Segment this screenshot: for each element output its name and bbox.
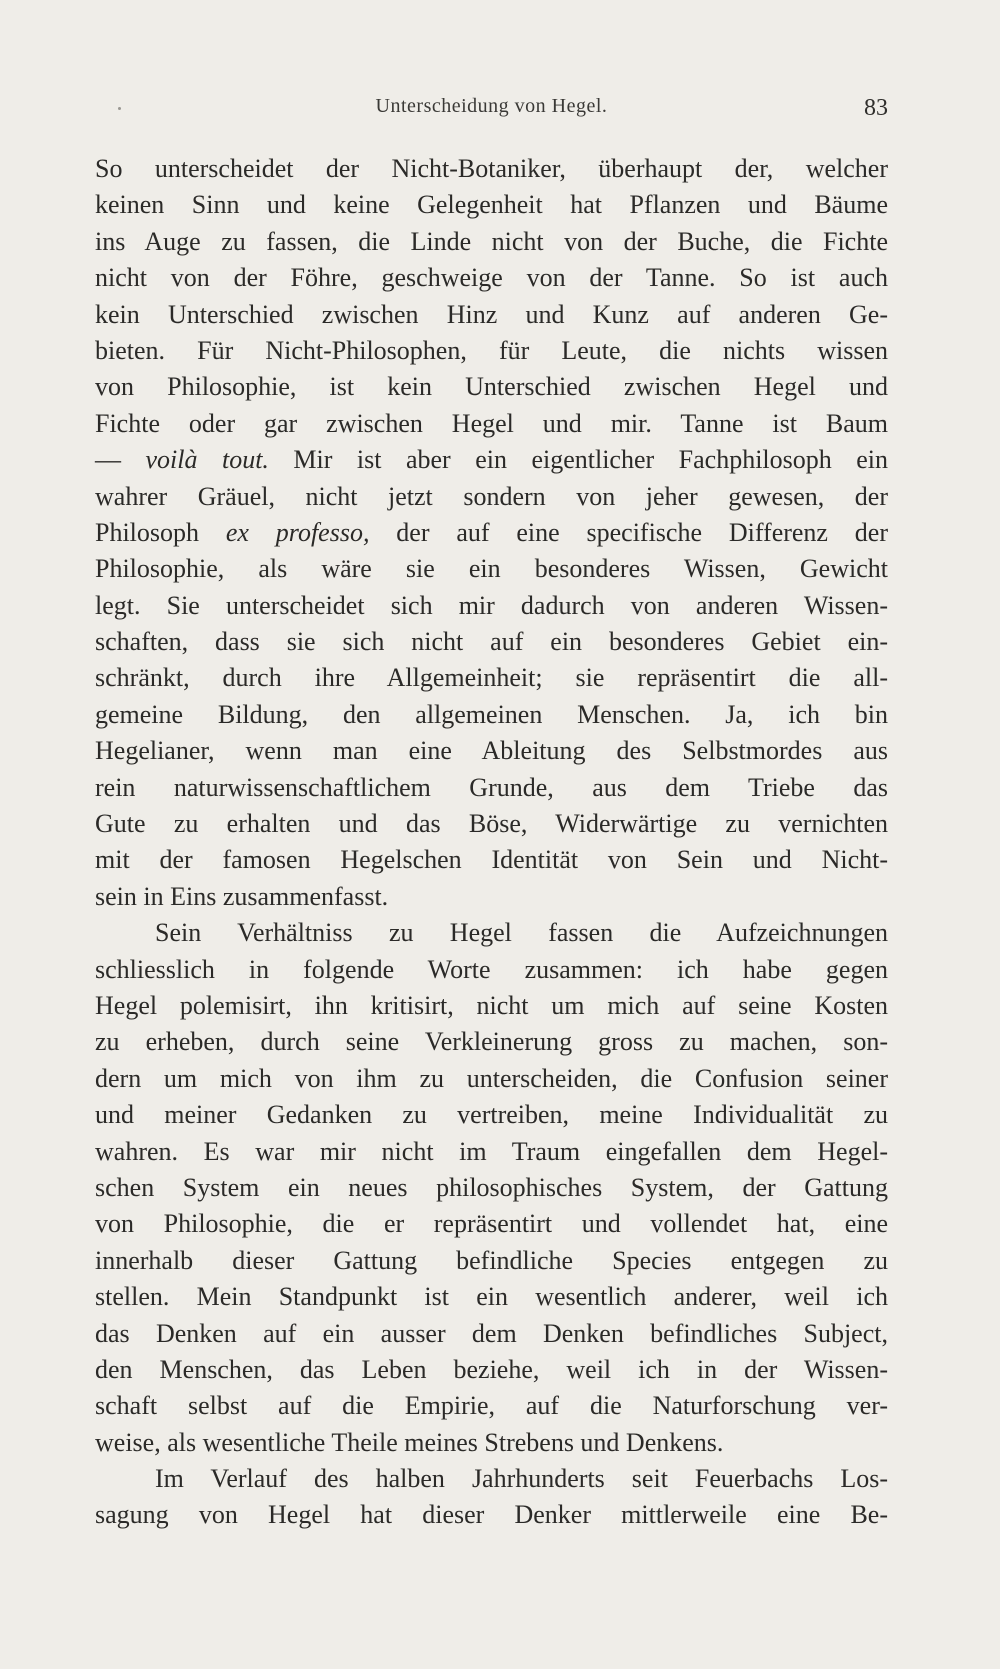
text-line [95, 442, 888, 478]
text-line: zu erheben, durch seine Verkleinerung gross zu machen, son- [95, 1027, 888, 1057]
text-line: ins Auge zu fassen, die Linde nicht von der Buche, die Fichte [95, 226, 888, 256]
text-segment: der auf eine specifische Differenz der [369, 517, 889, 547]
text-line [95, 515, 888, 551]
text-line: Fichte oder gar zwischen Hegel und mir. Tanne ist Baum [95, 408, 888, 438]
text-line: Philosophie, als wäre sie ein besonderes Wissen, Gewicht [95, 554, 888, 584]
text-line: schränkt, durch ihre Allgemeinheit; sie repräsentirt die all- [95, 663, 888, 693]
text-line: Sein Verhältniss zu Hegel fassen die Aufzeichnungen [155, 918, 888, 948]
text-line: sein in Eins zusammenfasst. [95, 881, 389, 911]
text-line: Hegel polemisirt, ihn kritisirt, nicht um mich auf seine Kosten [95, 990, 888, 1020]
text-line: dern um mich von ihm zu unterscheiden, die Confusion seiner [95, 1063, 888, 1093]
page-number: 83 [864, 95, 888, 121]
text-segment: Philosoph [95, 517, 226, 547]
text-line: stellen. Mein Standpunkt ist ein wesentlich anderer, weil ich [95, 1282, 888, 1312]
text-line: Hegelianer, wenn man eine Ableitung des Selbstmordes aus [95, 736, 888, 766]
text-line: sagung von Hegel hat dieser Denker mittlerweile eine Be- [95, 1500, 888, 1530]
text-line: von Philosophie, die er repräsentirt und vollendet hat, eine [95, 1209, 888, 1239]
text-line: schaften, dass sie sich nicht auf ein besonderes Gebiet ein- [95, 627, 888, 657]
text-line: mit der famosen Hegelschen Identität von Sein und Nicht- [95, 845, 888, 875]
text-line: und meiner Gedanken zu vertreiben, meine Individualität zu [95, 1100, 888, 1130]
text-line: schen System ein neues philosophisches System, der Gattung [95, 1172, 888, 1202]
running-head [95, 95, 888, 135]
text-line: Im Verlauf des halben Jahrhunderts seit Feuerbachs Los- [155, 1464, 888, 1494]
running-title: Unterscheidung von Hegel. [375, 95, 608, 117]
text-line: schaft selbst auf die Empirie, auf die Naturforschung ver- [95, 1391, 888, 1421]
text-line: Gute zu erhalten und das Böse, Widerwärtige zu vernichten [95, 809, 888, 839]
text-line: So unterscheidet der Nicht-Botaniker, überhaupt der, welcher [95, 154, 888, 183]
text-line: legt. Sie unterscheidet sich mir dadurch von anderen Wissen- [95, 590, 888, 620]
text-line: weise, als wesentliche Theile meines Strebens und Denkens. [95, 1427, 724, 1457]
text-line: wahren. Es war mir nicht im Traum eingefallen dem Hegel- [95, 1136, 888, 1166]
italic-phrase: ex professo, [225, 517, 370, 547]
text-line: keinen Sinn und keine Gelegenheit hat Pflanzen und Bäume [95, 190, 888, 220]
text-line: wahrer Gräuel, nicht jetzt sondern von jeher gewesen, der [95, 481, 888, 511]
text-line: von Philosophie, ist kein Unterschied zwischen Hegel und [95, 372, 888, 402]
text-segment: Mir ist aber ein eigentlicher Fachphilosoph ein [268, 445, 889, 475]
text-line: bieten. Für Nicht-Philosophen, für Leute, die nichts wissen [95, 335, 888, 365]
text-line: innerhalb dieser Gattung befindliche Species entgegen zu [95, 1245, 888, 1275]
text-line: rein naturwissenschaftlichem Grunde, aus dem Triebe das [95, 772, 888, 802]
text-line: kein Unterschied zwischen Hinz und Kunz auf anderen Ge- [95, 299, 888, 329]
text-segment: — [95, 445, 146, 475]
text-line: schliesslich in folgende Worte zusammen: ich habe gegen [95, 954, 888, 984]
text-line: gemeine Bildung, den allgemeinen Menschen. Ja, ich bin [95, 699, 888, 729]
body-text [95, 151, 888, 1534]
text-line: nicht von der Föhre, geschweige von der Tanne. So ist auch [95, 263, 888, 293]
text-line: das Denken auf ein ausser dem Denken befindliches Subject, [95, 1318, 888, 1348]
text-line: den Menschen, das Leben beziehe, weil ich in der Wissen- [95, 1354, 888, 1384]
italic-phrase: voilà tout. [145, 445, 269, 475]
